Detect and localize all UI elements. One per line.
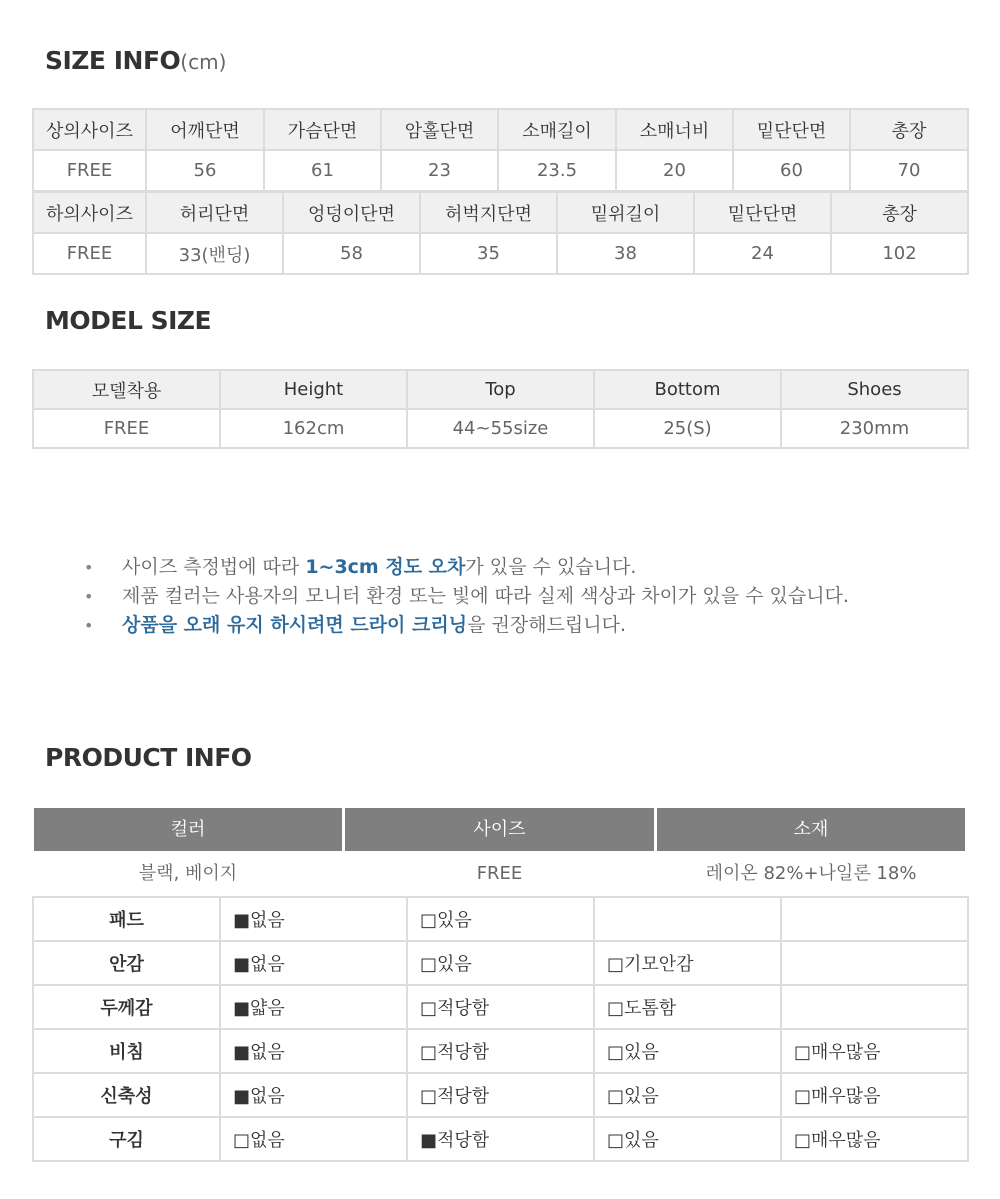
model-size-value: 162cm (220, 409, 407, 448)
bottom-size-table (32, 191, 969, 275)
bottom-size-value: FREE (33, 233, 146, 274)
product-info-header (34, 808, 965, 851)
model-size-value: FREE (33, 409, 220, 448)
bottom-size-value: 33(밴딩) (146, 233, 283, 274)
top-size-header: 가슴단면 (264, 109, 381, 150)
top-size-header: 소매너비 (616, 109, 733, 150)
top-size-value: 20 (616, 150, 733, 191)
product-info-values (34, 853, 965, 895)
top-size-value: 56 (146, 150, 264, 191)
bottom-size-header: 엉덩이단면 (283, 192, 420, 233)
attribute-option: □적당함 (407, 1073, 594, 1117)
top-size-table (32, 108, 969, 192)
attribute-label: 패드 (33, 897, 220, 941)
attribute-option: □있음 (594, 1029, 781, 1073)
attribute-row (33, 985, 968, 1029)
attribute-label: 두께감 (33, 985, 220, 1029)
size-info-unit: (cm) (180, 50, 227, 74)
attribute-option: ■없음 (220, 941, 407, 985)
note-item (84, 611, 849, 640)
attribute-option: □매우많음 (781, 1073, 968, 1117)
attribute-row (33, 1073, 968, 1117)
notes-list (84, 553, 849, 640)
top-size-header: 소매길이 (498, 109, 616, 150)
note-item (84, 553, 849, 582)
note-text: 을 권장해드립니다. (467, 614, 627, 636)
attribute-label: 신축성 (33, 1073, 220, 1117)
attribute-option: □있음 (407, 897, 594, 941)
attribute-option: □적당함 (407, 985, 594, 1029)
attribute-option: ■적당함 (407, 1117, 594, 1161)
note-text: 가 있을 수 있습니다. (465, 556, 637, 578)
attribute-option (594, 897, 781, 941)
model-size-title: MODEL SIZE (45, 306, 212, 335)
bottom-size-header: 허리단면 (146, 192, 283, 233)
product-header-cell: 소재 (657, 808, 965, 851)
attribute-option: □있음 (407, 941, 594, 985)
bottom-size-value: 38 (557, 233, 694, 274)
attribute-row (33, 897, 968, 941)
bottom-size-value: 24 (694, 233, 831, 274)
bottom-size-header: 밑단단면 (694, 192, 831, 233)
attribute-option: ■얇음 (220, 985, 407, 1029)
model-size-value-row (33, 409, 968, 448)
top-size-header: 어깨단면 (146, 109, 264, 150)
bottom-size-header: 밑위길이 (557, 192, 694, 233)
size-info-title (45, 46, 226, 75)
product-info-title: PRODUCT INFO (45, 743, 252, 772)
attribute-option: □매우많음 (781, 1029, 968, 1073)
product-value-cell: 레이온 82%+나일론 18% (705, 863, 917, 884)
top-size-value: 61 (264, 150, 381, 191)
attribute-option: □적당함 (407, 1029, 594, 1073)
note-highlight: 1~3cm 정도 오차 (305, 556, 466, 578)
attribute-option: □도톰함 (594, 985, 781, 1029)
attribute-option: ■없음 (220, 897, 407, 941)
top-size-header: 암홀단면 (381, 109, 498, 150)
top-size-value: FREE (33, 150, 146, 191)
bottom-size-value-row (33, 233, 968, 274)
top-size-value-row (33, 150, 968, 191)
top-size-value: 23.5 (498, 150, 616, 191)
model-size-value: 44~55size (407, 409, 594, 448)
bottom-size-header: 총장 (831, 192, 968, 233)
model-size-table (32, 369, 969, 449)
attribute-option (781, 897, 968, 941)
model-size-header: Shoes (781, 370, 968, 409)
model-size-header: Top (407, 370, 594, 409)
product-attribute-table (32, 896, 969, 1162)
attribute-row (33, 1117, 968, 1161)
bottom-size-value: 58 (283, 233, 420, 274)
top-size-header: 상의사이즈 (33, 109, 146, 150)
note-highlight: 상품을 오래 유지 하시려면 드라이 크리닝 (122, 614, 468, 636)
product-value-cell: 블랙, 베이지 (138, 863, 238, 884)
note-item (84, 582, 849, 611)
attribute-option: ■없음 (220, 1029, 407, 1073)
model-size-value: 230mm (781, 409, 968, 448)
attribute-row (33, 1029, 968, 1073)
bottom-size-header: 하의사이즈 (33, 192, 146, 233)
top-size-value: 23 (381, 150, 498, 191)
size-info-title-text: SIZE INFO (45, 46, 181, 75)
top-size-header: 총장 (850, 109, 968, 150)
attribute-option: □없음 (220, 1117, 407, 1161)
bottom-size-value: 102 (831, 233, 968, 274)
note-text: 사이즈 측정법에 따라 (122, 556, 306, 578)
bottom-size-value: 35 (420, 233, 557, 274)
attribute-option: ■없음 (220, 1073, 407, 1117)
bottom-size-header-row (33, 192, 968, 233)
attribute-option (781, 985, 968, 1029)
top-size-value: 70 (850, 150, 968, 191)
model-size-value: 25(S) (594, 409, 781, 448)
attribute-option: □있음 (594, 1073, 781, 1117)
note-text: 제품 컬러는 사용자의 모니터 환경 또는 빛에 따라 실제 색상과 차이가 있을 수 있습니다. (122, 585, 849, 607)
product-value-cell: FREE (476, 863, 523, 884)
top-size-header-row (33, 109, 968, 150)
attribute-label: 안감 (33, 941, 220, 985)
product-header-cell: 사이즈 (345, 808, 654, 851)
attribute-label: 비침 (33, 1029, 220, 1073)
model-size-header: Bottom (594, 370, 781, 409)
bottom-size-header: 허벅지단면 (420, 192, 557, 233)
attribute-option: □있음 (594, 1117, 781, 1161)
model-size-header: 모델착용 (33, 370, 220, 409)
attribute-row (33, 941, 968, 985)
bullet-icon: • (84, 558, 94, 577)
bullet-icon: • (84, 616, 94, 635)
model-size-header-row (33, 370, 968, 409)
attribute-option: □기모안감 (594, 941, 781, 985)
top-size-value: 60 (733, 150, 850, 191)
attribute-option: □매우많음 (781, 1117, 968, 1161)
attribute-label: 구김 (33, 1117, 220, 1161)
attribute-option (781, 941, 968, 985)
bullet-icon: • (84, 587, 94, 606)
product-header-cell: 컬러 (34, 808, 342, 851)
top-size-header: 밑단단면 (733, 109, 850, 150)
model-size-header: Height (220, 370, 407, 409)
